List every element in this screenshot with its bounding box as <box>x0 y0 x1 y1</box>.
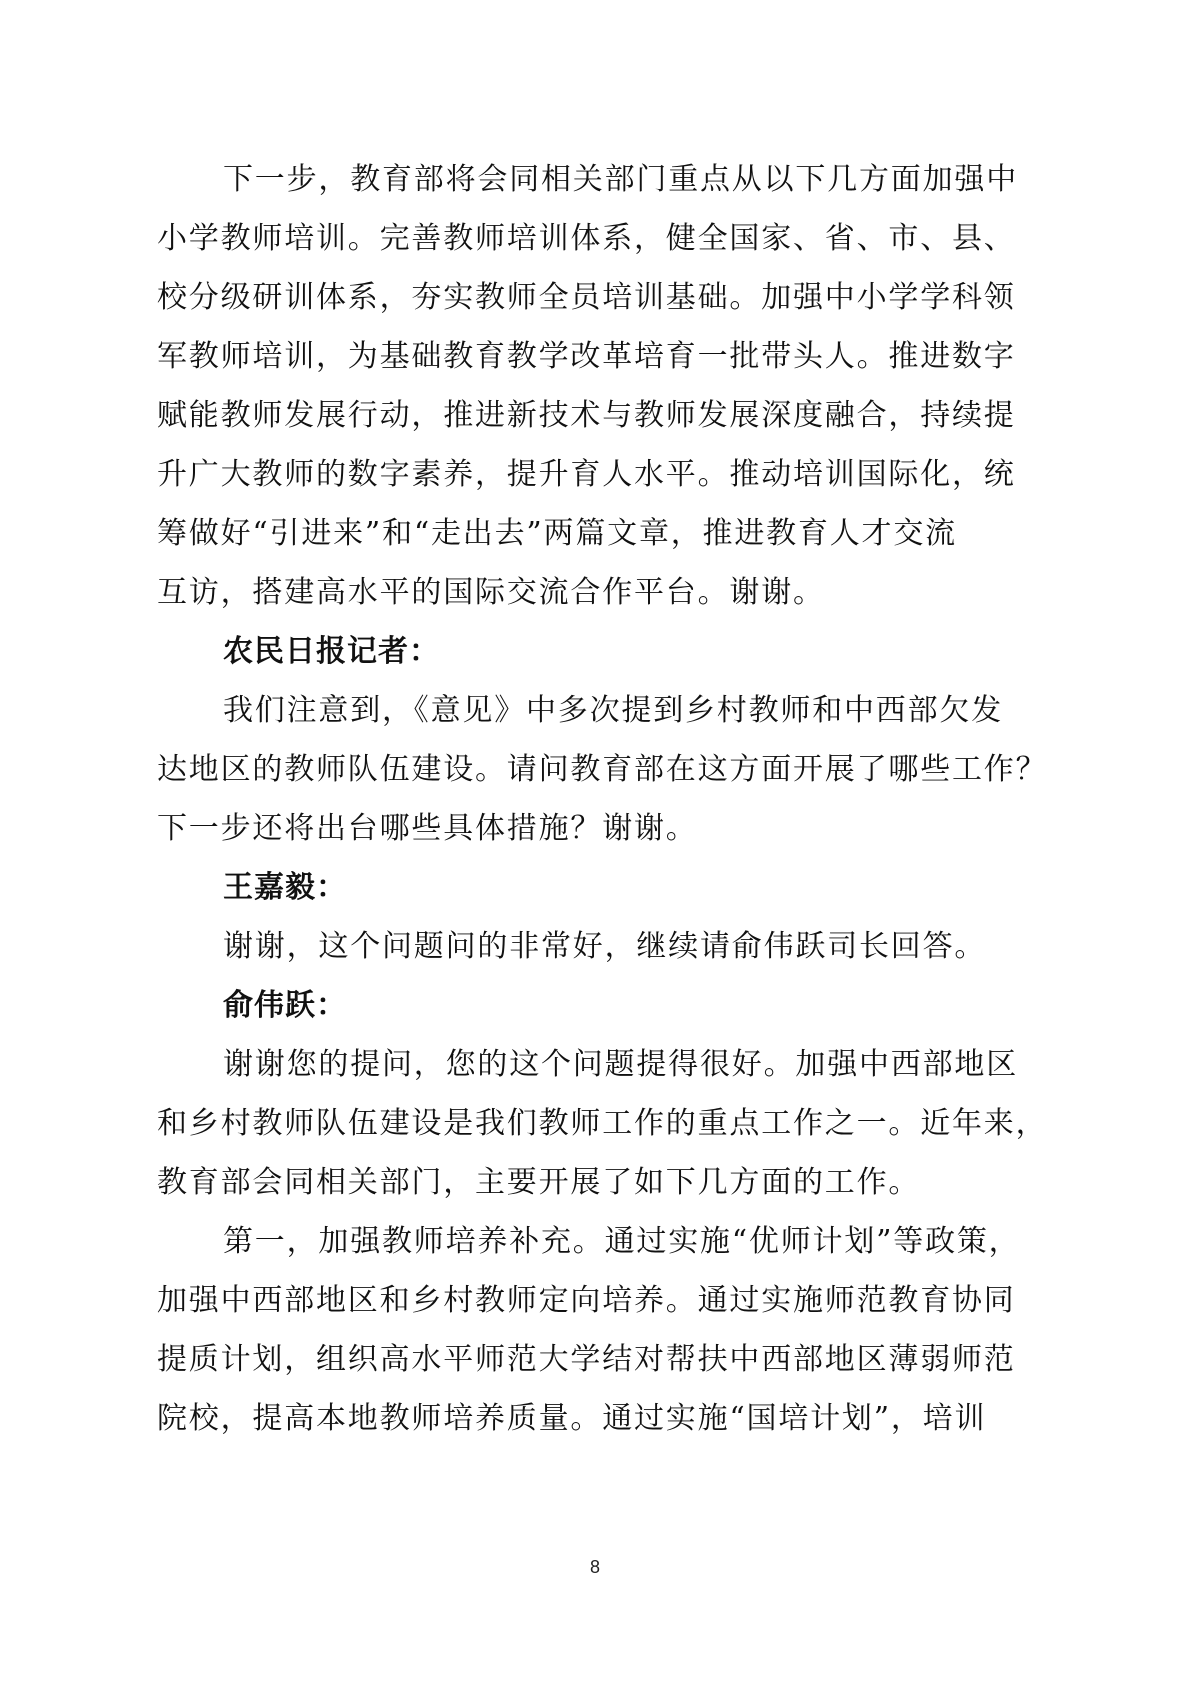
paragraph-line: 互访，搭建高水平的国际交流合作平台。谢谢。 <box>157 575 825 610</box>
paragraph-line: 筹做好“引进来”和“走出去”两篇文章，推进教育人才交流 <box>157 516 957 551</box>
paragraph-line: 提质计划，组织高水平师范大学结对帮扶中西部地区薄弱师范 <box>157 1342 1016 1377</box>
paragraph-line: 和乡村教师队伍建设是我们教师工作的重点工作之一。近年来， <box>157 1106 1048 1141</box>
paragraph-line: 校分级研训体系，夯实教师全员培训基础。加强中小学学科领 <box>157 280 1016 315</box>
paragraph-line: 小学教师培训。完善教师培训体系，健全国家、省、市、县、 <box>157 221 1016 256</box>
speaker-label: 农民日报记者： <box>223 634 440 669</box>
paragraph-line: 我们注意到，《意见》中多次提到乡村教师和中西部欠发 <box>223 693 1003 728</box>
paragraph-line: 谢谢您的提问，您的这个问题提得很好。加强中西部地区 <box>223 1047 1018 1082</box>
paragraph-line: 加强中西部地区和乡村教师定向培养。通过实施师范教育协同 <box>157 1283 1016 1318</box>
page-number: 8 <box>589 1557 600 1577</box>
paragraph-line: 院校，提高本地教师培养质量。通过实施“国培计划”，培训 <box>157 1401 987 1436</box>
document-body <box>157 150 1065 1448</box>
paragraph-line: 教育部会同相关部门，主要开展了如下几方面的工作。 <box>157 1165 921 1200</box>
speaker-label: 俞伟跃： <box>223 988 347 1023</box>
paragraph-line: 第一，加强教师培养补充。通过实施“优师计划”等政策， <box>223 1224 1021 1259</box>
paragraph-line: 军教师培训，为基础教育教学改革培育一批带头人。推进数字 <box>157 339 1016 374</box>
paragraph-line: 谢谢，这个问题问的非常好，继续请俞伟跃司长回答。 <box>223 929 987 964</box>
paragraph-line: 达地区的教师队伍建设。请问教育部在这方面开展了哪些工作？ <box>157 752 1048 787</box>
paragraph-line: 下一步还将出台哪些具体措施？谢谢。 <box>157 811 698 846</box>
paragraph-line: 下一步，教育部将会同相关部门重点从以下几方面加强中 <box>223 162 1018 197</box>
paragraph-line: 升广大教师的数字素养，提升育人水平。推动培训国际化，统 <box>157 457 1016 492</box>
speaker-label: 王嘉毅： <box>223 870 347 905</box>
paragraph-line: 赋能教师发展行动，推进新技术与教师发展深度融合，持续提 <box>157 398 1016 433</box>
